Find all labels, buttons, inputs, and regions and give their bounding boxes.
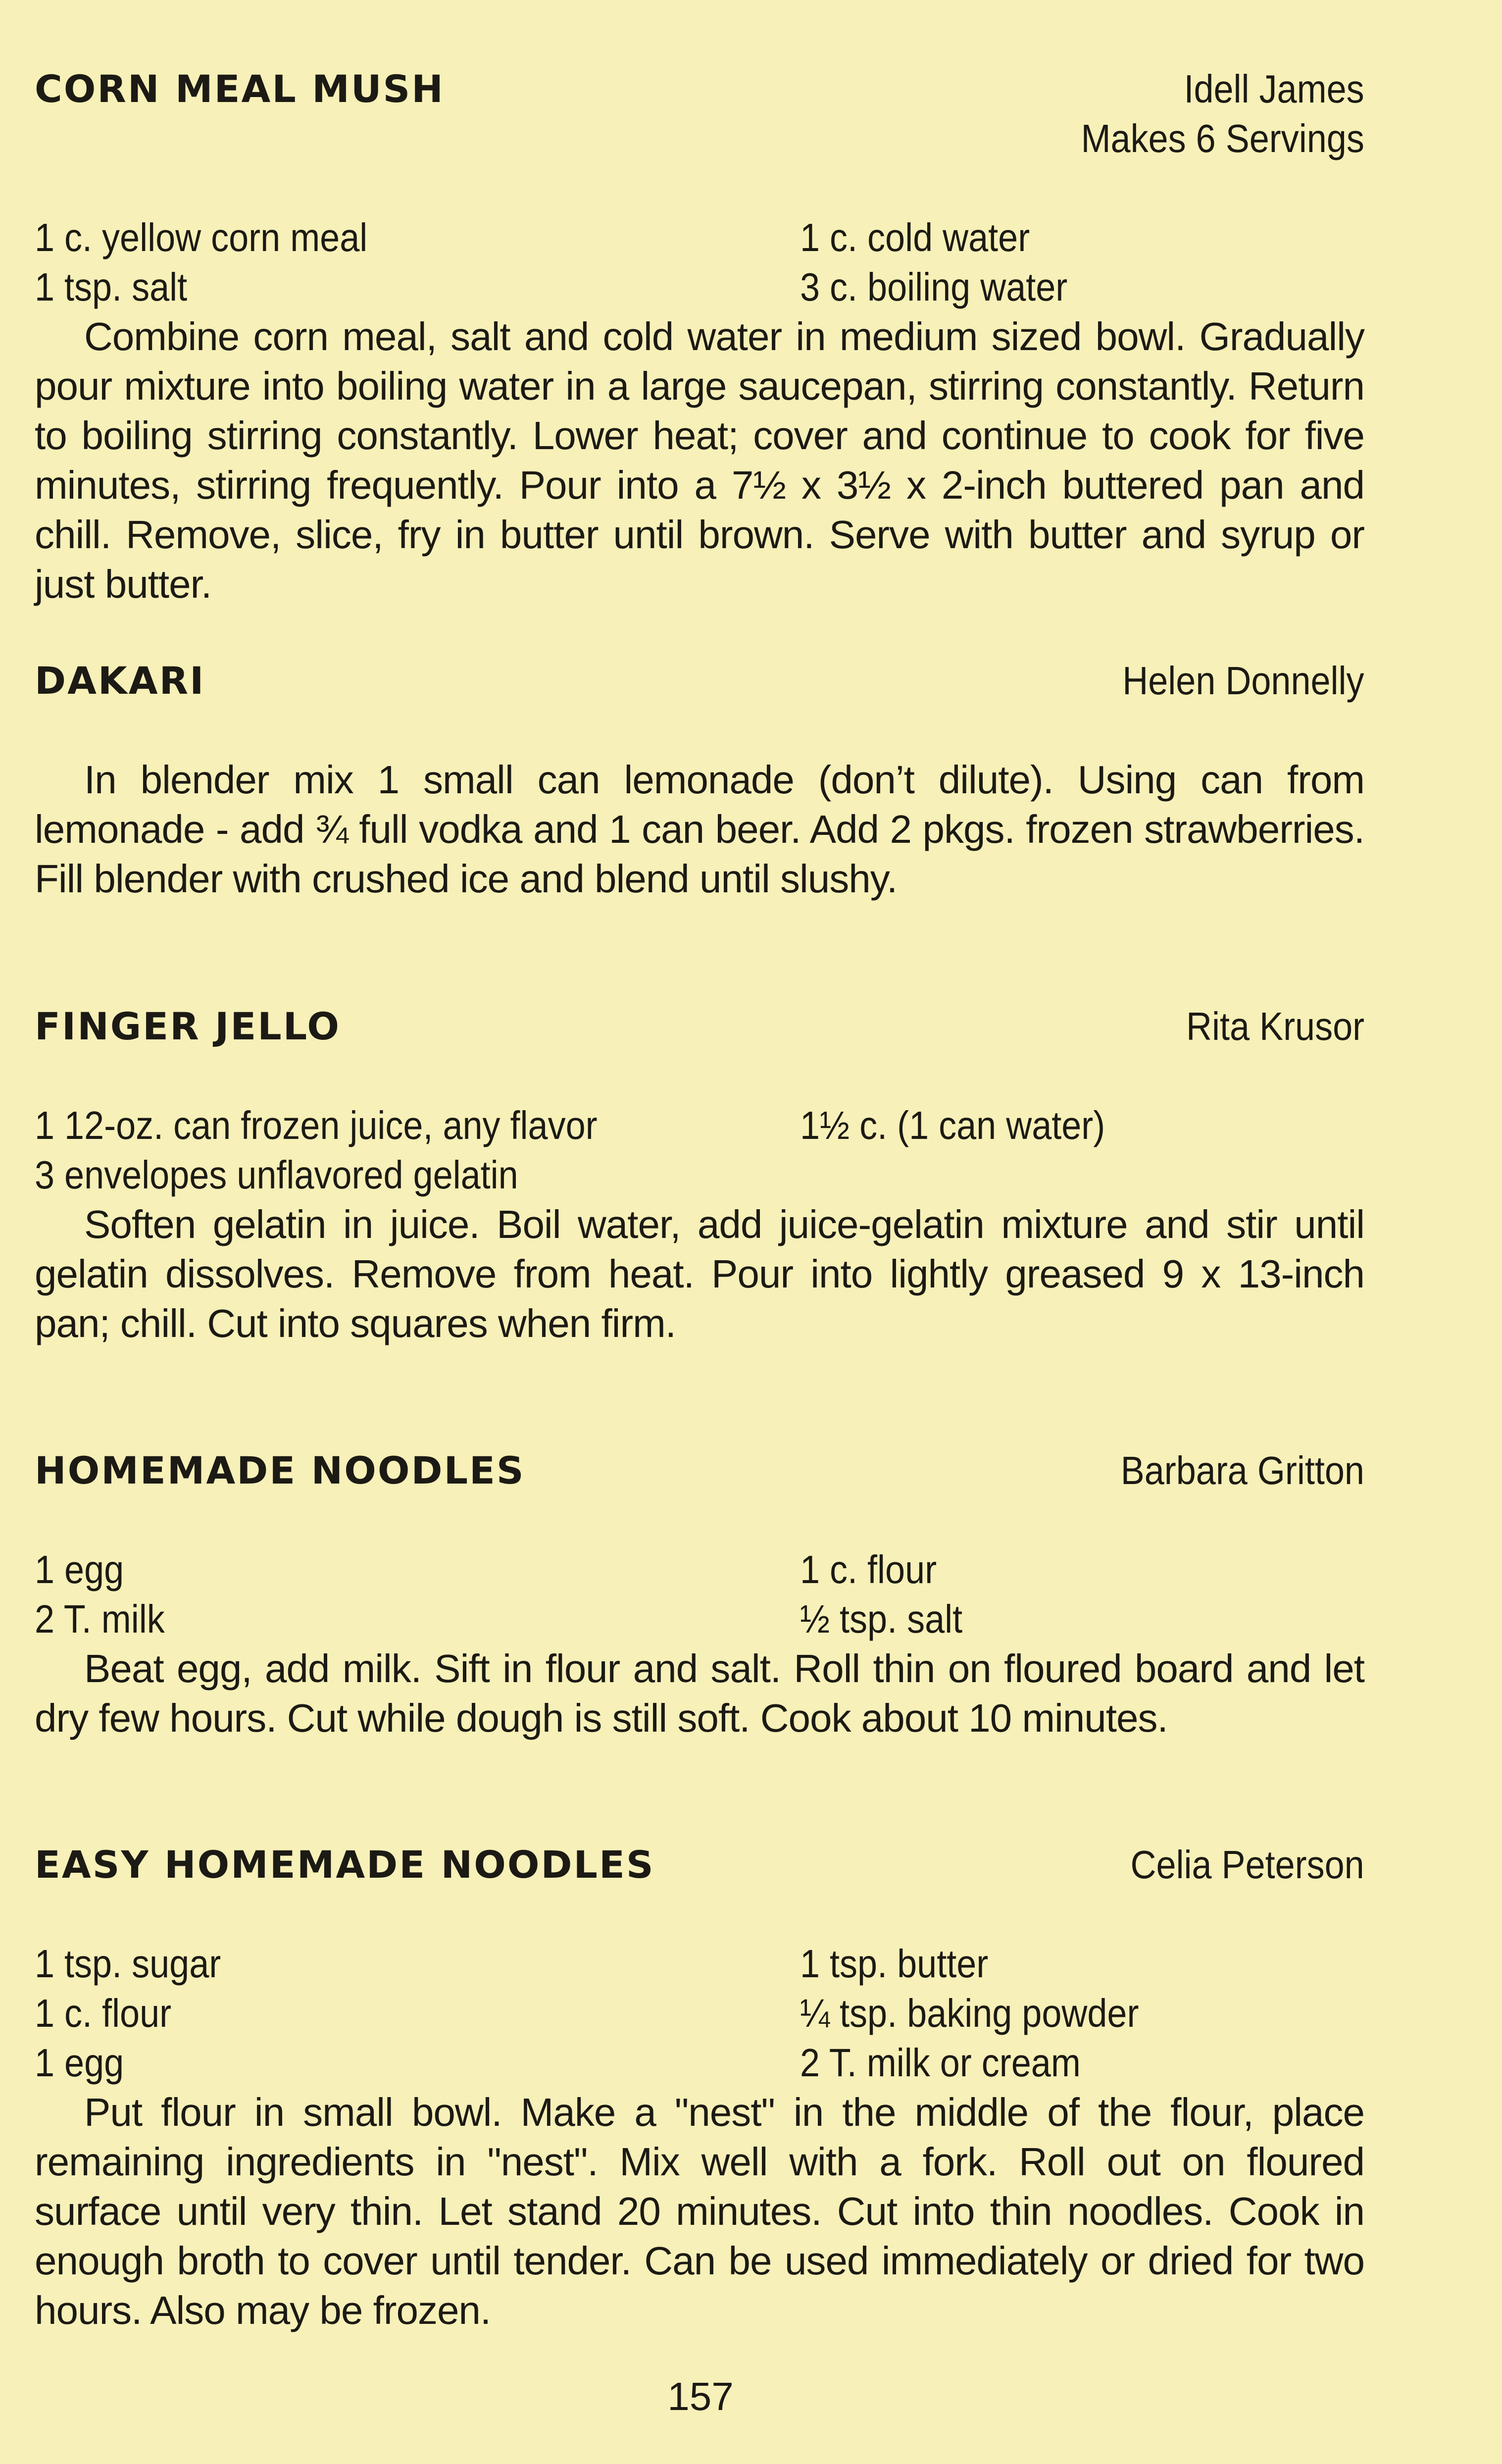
recipe-servings: Makes 6 Servings: [1081, 116, 1364, 160]
recipe-author: Helen Donnelly: [1122, 659, 1364, 703]
recipe-header: [35, 1446, 1364, 1495]
recipe-author: Rita Krusor: [1186, 1004, 1364, 1048]
ingredient-row: [35, 1989, 1364, 2038]
ingredient: 1 tsp. salt: [35, 265, 188, 309]
recipe-header: [35, 1840, 1364, 1890]
ingredient-list: [35, 213, 1364, 312]
ingredient: 1 c. yellow corn meal: [35, 215, 368, 259]
ingredient: 1 c. flour: [800, 1547, 937, 1591]
recipe-header: [35, 64, 1364, 163]
recipe-header: [35, 656, 1364, 706]
recipe-title: DAKARI: [35, 659, 205, 703]
recipe-instructions: Put flour in small bowl. Make a "nest" in the middle of the flour, place remaining ingredients in "nest". Mix well with a fork. Roll out on floured surface until very thin. Let stand 20 minutes. Cut into thin noodles. Cook in enough broth to cover until tender. Can be used immediately or dried for two hours. Also may be frozen.: [35, 2090, 1364, 2332]
recipe-title: FINGER JELLO: [35, 1004, 341, 1048]
page-number: 157: [667, 2374, 734, 2418]
recipe-dakari: [35, 656, 1364, 904]
ingredient-row: [35, 2038, 1364, 2088]
recipe-author: Idell James: [1184, 67, 1364, 111]
recipe-corn-meal-mush: [35, 64, 1364, 609]
recipe-instructions: Soften gelatin in juice. Boil water, add juice-gelatin mixture and stir until gelatin dissolves. Remove from heat. Pour into lightly greased 9 x 13-inch pan; chill. Cut into squares when firm.: [35, 1202, 1364, 1345]
ingredient-row: [35, 1545, 1364, 1594]
recipe-easy-homemade-noodles: [35, 1840, 1364, 2335]
ingredient-row: [35, 1150, 1364, 1200]
recipe-title: HOMEMADE NOODLES: [35, 1448, 525, 1492]
recipe-finger-jello: [35, 1002, 1364, 1348]
recipe-instructions: Beat egg, add milk. Sift in flour and salt. Roll thin on floured board and let dry few hours. Cut while dough is still soft. Cook about 10 minutes.: [35, 1646, 1364, 1740]
ingredient: 1 c. flour: [35, 1991, 172, 2035]
ingredient: 1 tsp. butter: [800, 1942, 989, 1986]
recipe-author: Celia Peterson: [1130, 1843, 1364, 1887]
recipe-instructions: In blender mix 1 small can lemonade (don’t dilute). Using can from lemonade - add ¾ full vodka and 1 can beer. Add 2 pkgs. frozen strawberries. Fill blender with crushed ice and blend until slushy.: [35, 758, 1364, 901]
recipe-author: Barbara Gritton: [1120, 1448, 1364, 1492]
ingredient: 1 12-oz. can frozen juice, any flavor: [35, 1103, 598, 1147]
ingredient-list: [35, 1939, 1364, 2088]
ingredient: ½ tsp. salt: [800, 1597, 963, 1641]
ingredient: 1½ c. (1 can water): [800, 1103, 1105, 1147]
recipe-homemade-noodles: [35, 1446, 1364, 1743]
ingredient-row: [35, 1939, 1364, 1989]
ingredient-row: [35, 262, 1364, 312]
recipe-instructions: Combine corn meal, salt and cold water in medium sized bowl. Gradually pour mixture into boiling water in a large saucepan, stirring constantly. Return to boiling stirring constantly. Lower heat; cover and continue to cook for five minutes, stirring frequently. Pour into a 7½ x 3½ x 2-inch buttered pan and chill. Remove, slice, fry in butter until brown. Serve with butter and syrup or just butter.: [35, 314, 1364, 606]
ingredient: 1 egg: [35, 2041, 124, 2085]
ingredient-list: [35, 1545, 1364, 1644]
ingredient: 3 c. boiling water: [800, 265, 1068, 309]
ingredient: 3 envelopes unflavored gelatin: [35, 1153, 518, 1197]
ingredient: 2 T. milk or cream: [800, 2041, 1081, 2085]
ingredient: 1 c. cold water: [800, 215, 1030, 259]
recipe-title: EASY HOMEMADE NOODLES: [35, 1843, 655, 1887]
recipe-title: CORN MEAL MUSH: [35, 67, 445, 111]
ingredient: 1 tsp. sugar: [35, 1942, 221, 1986]
ingredient-list: [35, 1101, 1364, 1200]
recipe-header: [35, 1002, 1364, 1051]
ingredient: 2 T. milk: [35, 1597, 165, 1641]
ingredient-row: [35, 1101, 1364, 1150]
ingredient: 1 egg: [35, 1547, 124, 1591]
ingredient-row: [35, 213, 1364, 262]
ingredient-row: [35, 1594, 1364, 1644]
ingredient: ¼ tsp. baking powder: [800, 1991, 1139, 2035]
